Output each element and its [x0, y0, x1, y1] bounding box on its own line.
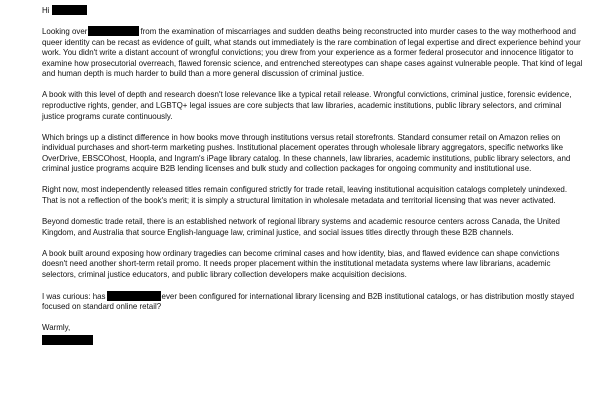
greeting-text: Hi — [42, 6, 50, 15]
paragraph-international-network: Beyond domestic trade retail, there is an established network of regional library systems and academic resource centers across Canada, the United Kingdom, and Australia that source English-language law, criminal justice, and social issues titles directly through these B2B channels. — [42, 216, 560, 237]
paragraph-relevance: A book with this level of depth and research doesn't lose relevance like a typical retail release. Wrongful convictions, criminal justice, forensic evidence, reproductive rights, gender, and LGBTQ+ legal issues are core subjects that law libraries, academic institutions, public library selectors, and criminal justice programs curate continuously. — [42, 90, 572, 121]
paragraph-distribution-channels: Which brings up a distinct difference in how books move through institutions versus retail storefronts. Standard consumer retail on Amazon relies on individual purchases and short-term marketing pushes. Institutional placement operates through wholesale library aggregators, specific networks like OverDrive, EBSCOhost, Hoopla, and Ingram's iPage library catalog. In these channels, law libraries, academic institutions, public library selectors, and criminal justice programs acquire B2B lending licenses and bulk study and collection packages for ongoing community and institutional use. — [42, 132, 571, 174]
paragraph-intro — [42, 26, 584, 80]
redacted-book-title — [88, 26, 139, 36]
greeting-line — [42, 5, 584, 17]
paragraph-placement: A book built around exposing how ordinary tragedies can become criminal cases and how identity, bias, and flawed evidence can shape convictions doesn't need another short-term retail promo. It needs proper placement within the institutional metadata systems where law librarians, academic selectors, criminal justice educators, and public library collection developers make acquisition decisions. — [42, 248, 560, 279]
paragraph-question — [42, 291, 584, 313]
redacted-recipient-name — [52, 5, 87, 15]
signature-block — [42, 323, 584, 345]
paragraph-question-start: I was curious: has — [42, 291, 106, 301]
paragraph-question-rest: ever been configured for international library licensing and B2B institutional catalogs, or has distribution mostly stayed focused on standard online retail? — [42, 291, 575, 312]
redacted-sender-name — [42, 335, 93, 345]
signoff-text: Warmly, — [42, 323, 71, 333]
redacted-book-title-2 — [107, 291, 161, 301]
paragraph-intro-rest: from the examination of miscarriages and sudden deaths being reconstructed into murder cases to the way motherhood and queer identity can be recast as evidence of guilt, what stands out immediately is the rare combination of legal expertise and direct experience behind your work. You didn't write a distant account of wrongful convictions; you drew from your experience as a former federal prosecutor and innocence litigator to examine how prosecutorial overreach, flawed forensic science, and entrenched stereotypes can shape cases against vulnerable people. That kind of legal and human depth is much harder to build than a more general discussion of criminal justice. — [42, 27, 583, 79]
paragraph-retail-configuration: Right now, most independently released titles remain configured strictly for trade retail, leaving institutional acquisition catalogs completely unindexed. That is not a reflection of the book's merit; it is simply a structural limitation in wholesale metadata and territorial licensing that was never activated. — [42, 185, 568, 205]
paragraph-intro-start: Looking over — [42, 27, 88, 37]
